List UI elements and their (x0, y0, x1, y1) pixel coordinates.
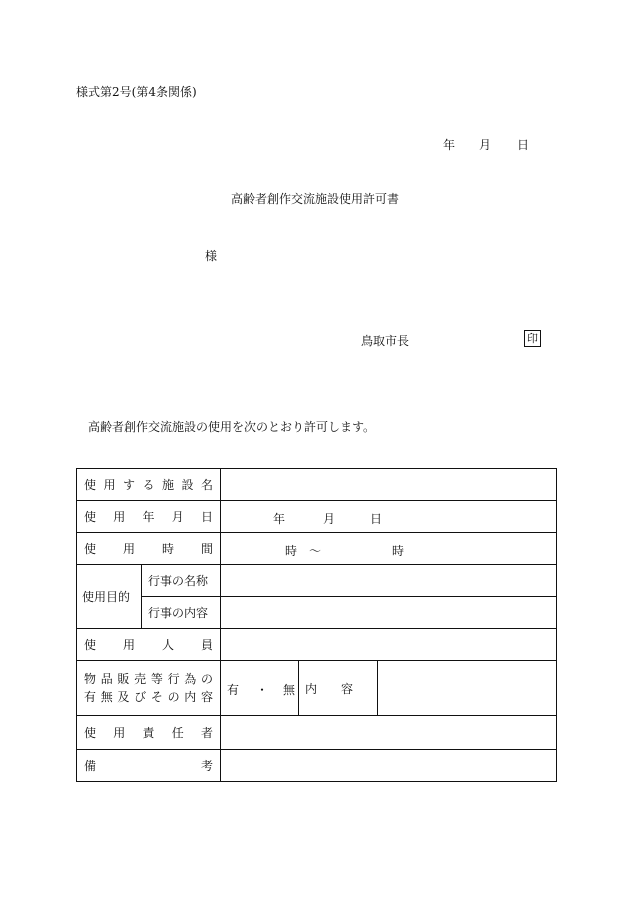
intro-text: 高齢者創作交流施設の使用を次のとおり許可します。 (88, 420, 376, 434)
sales-yes-no[interactable] (221, 661, 299, 716)
issuer-name: 鳥取市長 (361, 334, 410, 348)
facility-name-label: 使用する施設名 (77, 469, 221, 501)
use-time-from-unit: 時 (285, 543, 298, 558)
use-time-label: 使用時間 (77, 533, 221, 565)
date-day-label: 日 (517, 138, 530, 152)
use-date-value[interactable] (221, 501, 557, 533)
use-date-month-unit: 月 (323, 511, 336, 526)
attendees-value[interactable] (221, 629, 557, 661)
facility-name-value[interactable] (221, 469, 557, 501)
manager-label: 使用責任者 (77, 716, 221, 750)
table-row-manager (77, 716, 557, 750)
sales-label (77, 661, 221, 716)
purpose-label: 使用目的 (77, 565, 142, 629)
event-content-label: 行事の内容 (142, 597, 221, 629)
document-title: 高齢者創作交流施設使用許可書 (231, 192, 400, 206)
date-year-label: 年 (443, 138, 456, 152)
seal-mark: 印 (524, 330, 541, 347)
table-row-purpose-name (77, 565, 557, 597)
manager-value[interactable] (221, 716, 557, 750)
table-row-remarks (77, 750, 557, 782)
sales-content-value[interactable] (378, 661, 557, 716)
table-row-use-date (77, 501, 557, 533)
table-row-attendees (77, 629, 557, 661)
table-row-purpose-content (77, 597, 557, 629)
date-month-label: 月 (479, 138, 492, 152)
sales-yes-label: 有 (227, 683, 240, 697)
sales-no-label: 無 (283, 683, 296, 697)
permit-table (76, 468, 557, 782)
use-time-to-unit: 時 (392, 543, 405, 558)
use-date-year-unit: 年 (273, 511, 286, 526)
use-time-separator: ～ (309, 543, 322, 558)
sales-dot: ・ (256, 683, 269, 697)
event-name-value[interactable] (221, 565, 557, 597)
table-row-use-time (77, 533, 557, 565)
sales-label-line1: 物品販売等行為の (84, 672, 214, 686)
recipient-honorific: 様 (205, 249, 218, 263)
table-row-facility (77, 469, 557, 501)
sales-content-label: 内 容 (299, 661, 378, 716)
use-date-label: 使用年月日 (77, 501, 221, 533)
form-number: 様式第2号(第4条関係) (76, 85, 197, 99)
table-row-sales (77, 661, 557, 716)
attendees-label: 使用人員 (77, 629, 221, 661)
remarks-value[interactable] (221, 750, 557, 782)
remarks-label: 備考 (77, 750, 221, 782)
event-content-value[interactable] (221, 597, 557, 629)
event-name-label: 行事の名称 (142, 565, 221, 597)
use-time-value[interactable] (221, 533, 557, 565)
use-date-day-unit: 日 (370, 511, 383, 526)
sales-label-line2: 有無及びその内容 (84, 690, 214, 704)
